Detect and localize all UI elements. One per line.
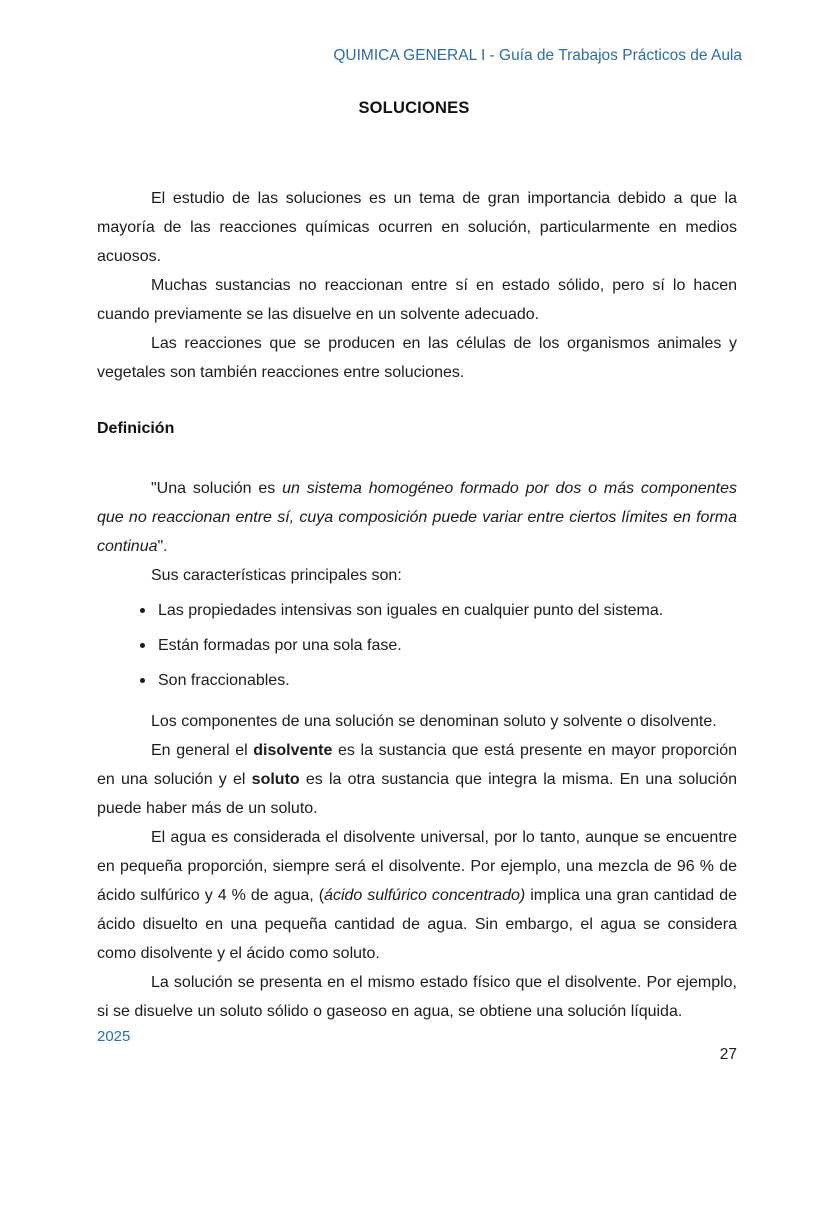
intro-paragraph-2 <box>97 271 737 329</box>
body-paragraph-estado-fisico <box>97 968 737 1026</box>
bullet-icon <box>140 608 145 613</box>
footer-year: 2025 <box>97 1028 131 1045</box>
list-item-label: Están formadas por una sola fase. <box>158 637 402 654</box>
page-number: 27 <box>719 1046 737 1063</box>
text-run: El agua es considerada el disolvente universal, por lo tanto, aunque se encuentre en pequeña proporción, siempre será el disolvente. Por ejemplo, una mezcla de 96 % de ácido sulfúrico y 4 % de agua, ( <box>97 829 737 904</box>
body-paragraph-disolvente-soluto <box>97 736 737 823</box>
characteristics-intro: Sus características principales son: <box>151 567 402 584</box>
body-paragraph-components <box>97 707 737 736</box>
list-item <box>97 666 737 695</box>
list-item <box>97 596 737 625</box>
page-title: SOLUCIONES <box>358 99 470 117</box>
definition-quote-paragraph <box>97 474 737 561</box>
text-run: En general el <box>151 742 254 759</box>
text-run: ácido sulfúrico concentrado) <box>324 887 526 904</box>
text-run: El estudio de las soluciones es un tema de gran importancia debido a que la mayoría de las reacciones químicas ocurren en solución, particularmente en medios acuosos. <box>97 190 737 265</box>
text-run: un sistema homogéneo formado por dos o más componentes que no reaccionan entre sí, cuya composición puede variar entre ciertos límites en forma continua <box>97 480 737 555</box>
list-item-label: Las propiedades intensivas son iguales en cualquier punto del sistema. <box>158 602 664 619</box>
bullet-icon <box>140 643 145 648</box>
list-item <box>97 631 737 660</box>
text-run: es la sustancia que está presente en mayor proporción en una solución y el <box>97 742 737 788</box>
page-content <box>97 184 737 1064</box>
text-run: implica una gran cantidad de ácido disuelto en una pequeña cantidad de agua. Sin embargo, el agua se considera como disolvente y el ácido como soluto. <box>97 887 737 962</box>
bullet-icon <box>140 678 145 683</box>
text-run: soluto <box>251 771 300 788</box>
text-run: La solución se presenta en el mismo estado físico que el disolvente. Por ejemplo, si se disuelve un soluto sólido o gaseoso en agua, se obtiene una solución líquida. <box>97 974 737 1020</box>
definition-heading: Definición <box>97 420 175 437</box>
text-run: Las reacciones que se producen en las células de los organismos animales y vegetales son también reacciones entre soluciones. <box>97 335 737 381</box>
text-run: disolvente <box>253 742 333 759</box>
text-run: Muchas sustancias no reaccionan entre sí en estado sólido, pero sí lo hacen cuando previamente se las disuelve en un solvente adecuado. <box>97 277 737 323</box>
document-page <box>0 46 828 1217</box>
characteristics-list <box>97 596 737 695</box>
intro-paragraph-3 <box>97 329 737 387</box>
text-run: Los componentes de una solución se denominan soluto y solvente o disolvente. <box>151 713 717 730</box>
text-run: "Una solución es <box>151 480 283 497</box>
text-run: es la otra sustancia que integra la misma. En una solución puede haber más de un soluto. <box>97 771 738 817</box>
intro-paragraph-1 <box>97 184 737 271</box>
list-item-label: Son fraccionables. <box>158 672 290 689</box>
running-header: QUIMICA GENERAL I - Guía de Trabajos Prácticos de Aula <box>333 47 742 64</box>
body-paragraph-agua <box>97 823 737 968</box>
text-run: ". <box>157 538 168 555</box>
